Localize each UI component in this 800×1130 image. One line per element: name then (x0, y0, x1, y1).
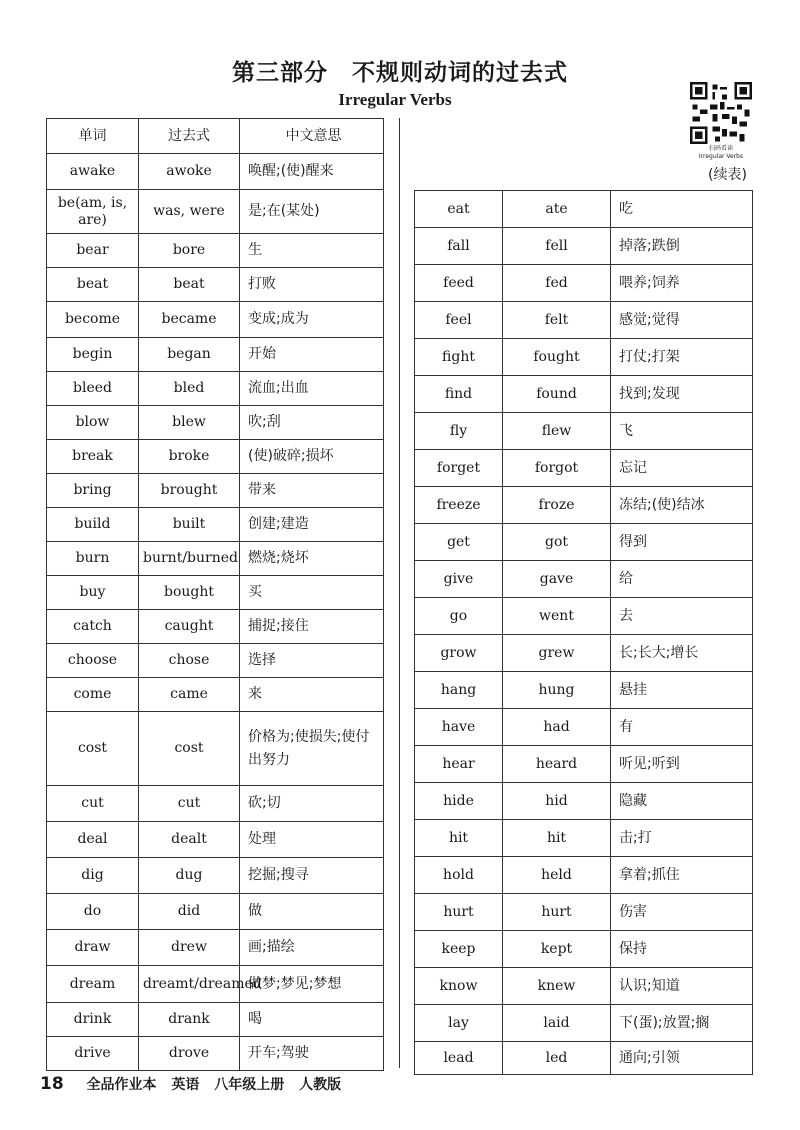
verb-past: blew (139, 406, 240, 440)
verb-word: burn (47, 542, 139, 576)
table-row (415, 1005, 753, 1042)
verb-word: hit (415, 820, 503, 857)
verb-meaning: 掉落;跌倒 (611, 228, 753, 265)
verb-past: hurt (503, 894, 611, 931)
verb-past: found (503, 376, 611, 413)
table-row (47, 338, 384, 372)
footer-grade: 八年级上册 (214, 1077, 285, 1093)
table-row (415, 376, 753, 413)
verb-word: give (415, 561, 503, 598)
table-row (47, 1003, 384, 1037)
table-row (415, 709, 753, 746)
verb-word: fly (415, 413, 503, 450)
table-row (47, 508, 384, 542)
footer-edition: 人教版 (299, 1077, 342, 1093)
verbs-table-right (414, 190, 753, 1075)
verb-past: was, were (139, 190, 240, 234)
verb-meaning: 喝 (240, 1003, 384, 1037)
table-row (47, 678, 384, 712)
verb-past: bought (139, 576, 240, 610)
verb-past: grew (503, 635, 611, 672)
table-row (415, 487, 753, 524)
verb-meaning: 处理 (240, 822, 384, 858)
verb-word: eat (415, 191, 503, 228)
verb-past: bled (139, 372, 240, 406)
verb-past: did (139, 894, 240, 930)
verb-meaning: 打仗;打架 (611, 339, 753, 376)
verb-meaning: 飞 (611, 413, 753, 450)
verb-past: hit (503, 820, 611, 857)
verb-word: hurt (415, 894, 503, 931)
verb-past: cut (139, 786, 240, 822)
table-row (415, 931, 753, 968)
table-row (415, 413, 753, 450)
table-row (47, 644, 384, 678)
verb-word: blow (47, 406, 139, 440)
verb-past: fell (503, 228, 611, 265)
verb-meaning: 选择 (240, 644, 384, 678)
verb-past: led (503, 1042, 611, 1075)
verb-word: grow (415, 635, 503, 672)
verb-past: laid (503, 1005, 611, 1042)
verb-past: drew (139, 930, 240, 966)
verb-past: brought (139, 474, 240, 508)
table-row (47, 786, 384, 822)
verb-past: kept (503, 931, 611, 968)
table-row (47, 930, 384, 966)
verb-meaning: 带来 (240, 474, 384, 508)
verb-past: chose (139, 644, 240, 678)
qr-caption: 扫码看读 Irregular Verbs (698, 145, 744, 160)
verb-word: catch (47, 610, 139, 644)
table-row (415, 265, 753, 302)
table-row (415, 635, 753, 672)
table-row (47, 894, 384, 930)
page-title: 第三部分 不规则动词的过去式 (232, 60, 568, 86)
verb-meaning: 拿着;抓住 (611, 857, 753, 894)
verb-meaning: 生 (240, 234, 384, 268)
verb-word: feed (415, 265, 503, 302)
table-row (47, 542, 384, 576)
table-row (47, 822, 384, 858)
verb-past: became (139, 302, 240, 338)
verb-meaning: 吹;刮 (240, 406, 384, 440)
verb-meaning: 唤醒;(使)醒来 (240, 154, 384, 190)
table-row (415, 1042, 753, 1075)
table-row (47, 1037, 384, 1071)
verb-meaning: 创建;建造 (240, 508, 384, 542)
table-row (415, 302, 753, 339)
table-row (415, 561, 753, 598)
verb-word: do (47, 894, 139, 930)
verb-meaning: 去 (611, 598, 753, 635)
table-row (415, 820, 753, 857)
verb-past: beat (139, 268, 240, 302)
verb-word: feel (415, 302, 503, 339)
verb-word: awake (47, 154, 139, 190)
footer-subject: 英语 (171, 1077, 200, 1093)
verb-word: begin (47, 338, 139, 372)
verb-past: hung (503, 672, 611, 709)
table-row (47, 576, 384, 610)
verb-past: fought (503, 339, 611, 376)
verb-meaning: 砍;切 (240, 786, 384, 822)
table-row (415, 524, 753, 561)
verb-past: heard (503, 746, 611, 783)
verb-word: deal (47, 822, 139, 858)
verb-meaning: 隐藏 (611, 783, 753, 820)
verb-meaning: 有 (611, 709, 753, 746)
page-footer (40, 1074, 351, 1094)
verb-past: had (503, 709, 611, 746)
table-row (415, 191, 753, 228)
verb-past: broke (139, 440, 240, 474)
verb-past: dreamt/dreamed (139, 966, 240, 1003)
verb-past: burnt/burned (139, 542, 240, 576)
verb-past: forgot (503, 450, 611, 487)
verb-word: keep (415, 931, 503, 968)
verb-meaning: 认识;知道 (611, 968, 753, 1005)
verb-word: be(am, is, are) (47, 190, 139, 234)
verb-word: cost (47, 712, 139, 786)
verb-word: dream (47, 966, 139, 1003)
table-row (415, 228, 753, 265)
verb-past: came (139, 678, 240, 712)
verb-past: went (503, 598, 611, 635)
table-row (47, 474, 384, 508)
verb-word: come (47, 678, 139, 712)
verb-past: fed (503, 265, 611, 302)
verb-meaning: 买 (240, 576, 384, 610)
verb-meaning: 通向;引领 (611, 1042, 753, 1075)
verb-past: ate (503, 191, 611, 228)
verb-meaning: 悬挂 (611, 672, 753, 709)
verb-word: drive (47, 1037, 139, 1071)
verb-meaning: 挖掘;搜寻 (240, 858, 384, 894)
verb-past: hid (503, 783, 611, 820)
verb-word: go (415, 598, 503, 635)
verb-past: awoke (139, 154, 240, 190)
verb-meaning: 听见;听到 (611, 746, 753, 783)
verb-word: get (415, 524, 503, 561)
verb-meaning: 感觉;觉得 (611, 302, 753, 339)
verb-word: hear (415, 746, 503, 783)
verb-meaning: 变成;成为 (240, 302, 384, 338)
table-row (415, 339, 753, 376)
verb-past: built (139, 508, 240, 542)
verb-word: fight (415, 339, 503, 376)
table-row (47, 268, 384, 302)
verb-meaning: 燃烧;烧坏 (240, 542, 384, 576)
verb-meaning: 保持 (611, 931, 753, 968)
verb-word: forget (415, 450, 503, 487)
verb-past: flew (503, 413, 611, 450)
verb-word: bleed (47, 372, 139, 406)
verb-past: caught (139, 610, 240, 644)
verb-meaning: 得到 (611, 524, 753, 561)
verb-meaning: 伤害 (611, 894, 753, 931)
verb-word: fall (415, 228, 503, 265)
table-row (47, 302, 384, 338)
verb-word: hang (415, 672, 503, 709)
verb-word: break (47, 440, 139, 474)
table-row (415, 672, 753, 709)
verb-past: dug (139, 858, 240, 894)
verb-word: lay (415, 1005, 503, 1042)
verb-meaning: 流血;出血 (240, 372, 384, 406)
verb-meaning: 来 (240, 678, 384, 712)
table-row (415, 894, 753, 931)
verb-word: lead (415, 1042, 503, 1075)
column-divider (399, 118, 400, 1068)
verb-past: drank (139, 1003, 240, 1037)
table-row (47, 610, 384, 644)
table-row (47, 712, 384, 786)
verb-meaning: 喂养;饲养 (611, 265, 753, 302)
table-row (47, 372, 384, 406)
verb-past: dealt (139, 822, 240, 858)
table-row (415, 783, 753, 820)
verb-meaning: (使)破碎;损坏 (240, 440, 384, 474)
verb-word: know (415, 968, 503, 1005)
verb-word: become (47, 302, 139, 338)
verb-meaning: 忘记 (611, 450, 753, 487)
verb-meaning: 冻结;(使)结冰 (611, 487, 753, 524)
verb-word: choose (47, 644, 139, 678)
verb-meaning: 找到;发现 (611, 376, 753, 413)
qr-code-icon (690, 82, 752, 144)
verb-word: build (47, 508, 139, 542)
column-header-past: 过去式 (139, 119, 240, 154)
verb-past: began (139, 338, 240, 372)
verb-word: bring (47, 474, 139, 508)
verb-meaning: 下(蛋);放置;搁 (611, 1005, 753, 1042)
verb-word: drink (47, 1003, 139, 1037)
verb-meaning: 捕捉;接住 (240, 610, 384, 644)
table-row (47, 966, 384, 1003)
verbs-table-left (46, 118, 384, 1071)
continued-label: (续表) (708, 167, 747, 183)
verb-word: hold (415, 857, 503, 894)
table-row (47, 406, 384, 440)
page-subtitle: Irregular Verbs (338, 90, 452, 109)
verb-past: got (503, 524, 611, 561)
verb-meaning: 做 (240, 894, 384, 930)
verb-past: cost (139, 712, 240, 786)
verb-past: bore (139, 234, 240, 268)
verb-word: beat (47, 268, 139, 302)
table-row (415, 857, 753, 894)
verb-meaning: 开车;驾驶 (240, 1037, 384, 1071)
verb-word: bear (47, 234, 139, 268)
verb-meaning: 做梦;梦见;梦想 (240, 966, 384, 1003)
verb-past: drove (139, 1037, 240, 1071)
verb-past: gave (503, 561, 611, 598)
verb-meaning: 长;长大;增长 (611, 635, 753, 672)
verb-word: freeze (415, 487, 503, 524)
verb-meaning: 价格为;使损失;使付出努力 (240, 712, 384, 786)
footer-book: 全品作业本 (86, 1077, 157, 1093)
verb-word: cut (47, 786, 139, 822)
table-row (415, 968, 753, 1005)
table-row (47, 440, 384, 474)
verb-word: draw (47, 930, 139, 966)
verb-past: felt (503, 302, 611, 339)
verb-meaning: 给 (611, 561, 753, 598)
verb-meaning: 击;打 (611, 820, 753, 857)
table-row (47, 154, 384, 190)
column-header-meaning: 中文意思 (240, 119, 384, 154)
verb-word: buy (47, 576, 139, 610)
table-row (415, 746, 753, 783)
verb-meaning: 开始 (240, 338, 384, 372)
verb-past: knew (503, 968, 611, 1005)
column-header-word: 单词 (47, 119, 139, 154)
verb-meaning: 是;在(某处) (240, 190, 384, 234)
verb-word: dig (47, 858, 139, 894)
verb-past: held (503, 857, 611, 894)
verb-word: find (415, 376, 503, 413)
table-row (415, 598, 753, 635)
table-row (47, 190, 384, 234)
page-number: 18 (40, 1074, 64, 1094)
table-row (47, 234, 384, 268)
table-header-row (47, 119, 384, 154)
table-row (415, 450, 753, 487)
verb-word: have (415, 709, 503, 746)
verb-meaning: 打败 (240, 268, 384, 302)
verb-meaning: 画;描绘 (240, 930, 384, 966)
verb-meaning: 吃 (611, 191, 753, 228)
verb-past: froze (503, 487, 611, 524)
table-row (47, 858, 384, 894)
verb-word: hide (415, 783, 503, 820)
